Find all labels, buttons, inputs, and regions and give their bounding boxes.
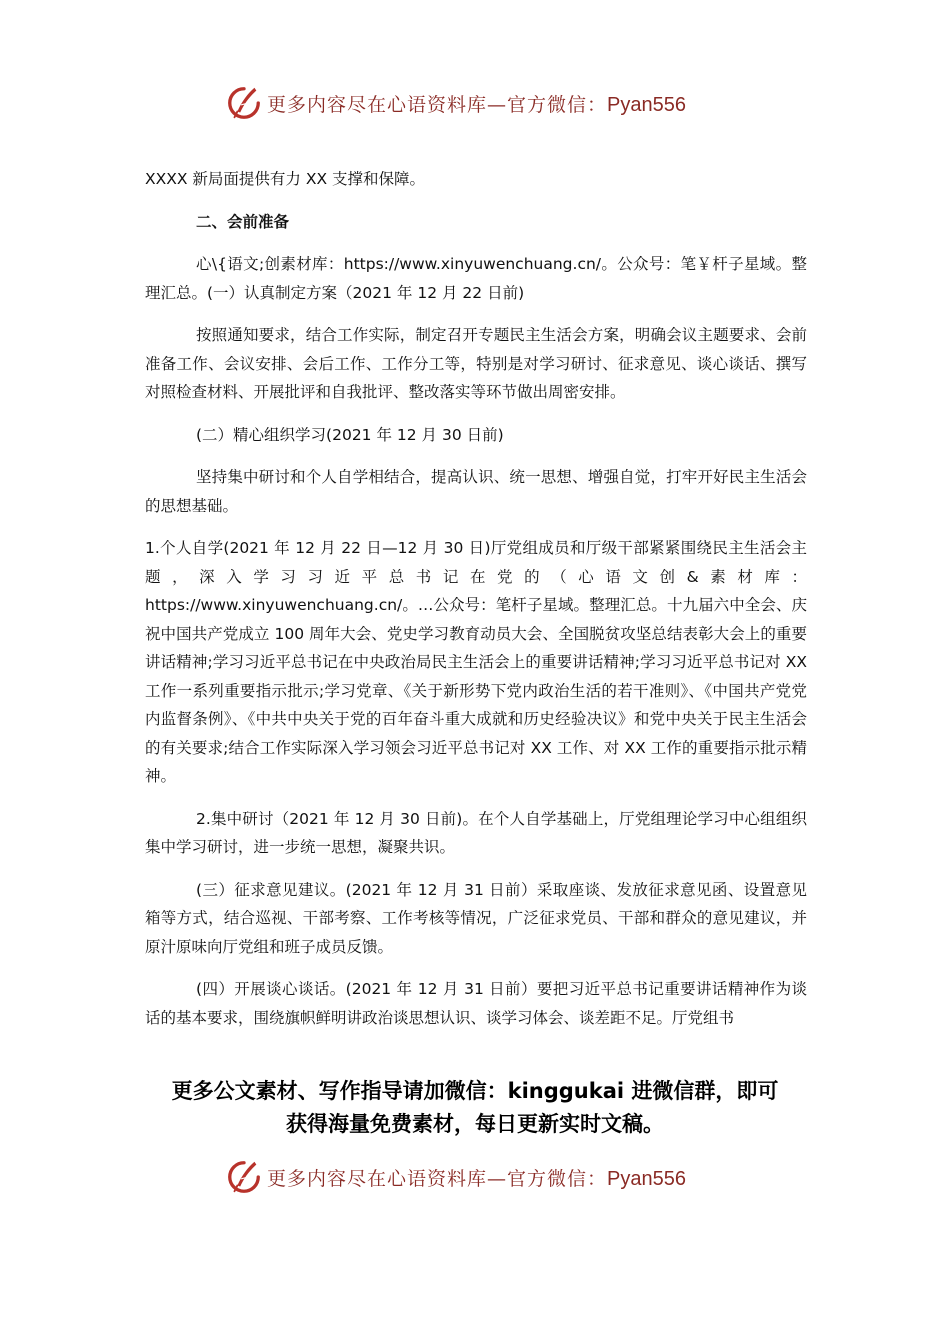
paragraph: (四）开展谈心谈话。(2021 年 12 月 31 日前）要把习近平总书记重要讲话精神作为谈话的基本要求，围绕旗帜鲜明讲政治谈思想认识、谈学习体会、谈差距不足。厅党组书: [145, 980, 807, 1027]
subheading: (二）精心组织学习(2021 年 12 月 30 日前): [196, 425, 504, 444]
banner-text: 更多内容尽在心语资料库—官方微信：Pyan556: [267, 1167, 686, 1190]
paragraph: (三）征求意见建议。(2021 年 12 月 31 日前）采取座谈、发放征求意见函、设置意见箱等方式，结合巡视、干部考察、工作考核等情况，广泛征求党员、干部和群众的意见建议，并原汁原味向厅党组和班子成员反馈。: [145, 880, 807, 956]
wechat-id: Pyan556: [607, 1167, 686, 1190]
section-heading: 二、会前准备: [196, 212, 290, 231]
quill-logo-icon: [225, 84, 263, 122]
banner-text: 更多内容尽在心语资料库—官方微信：Pyan556: [267, 93, 686, 116]
wechat-id: Pyan556: [607, 93, 686, 116]
paragraph: 心\{语文;创素材库：https://www.xinyuwenchuang.cn/。公众号：笔￥杆子星域。整理汇总。(一）认真制定方案（2021 年 12 月 22 日前): [145, 255, 807, 302]
paragraph: 坚持集中研讨和个人自学相结合，提高认识、统一思想、增强自觉，打牢开好民主生活会的思想基础。: [145, 468, 807, 515]
paragraph: XXXX 新局面提供有力 XX 支撑和保障。: [145, 170, 425, 188]
document-body: [145, 165, 807, 1032]
promo-notice: [140, 1075, 810, 1141]
header-banner: [225, 83, 725, 123]
paragraph: 1.个人自学(2021 年 12 月 22 日—12 月 30 日)厅党组成员和厅级干部紧紧围绕民主生活会主题，深入学习习近平总书记在党的（心语文创&素材库：https://www.xinyuwenchuang.cn/。…公众号：笔杆子星域。整理汇总。十九届六中全会、庆祝中国共产党成立 100 周年大会、党史学习教育动员大会、全国脱贫攻坚总结表彰大会上的重要讲话精神;学习习近平总书记在中央政治局民主生活会上的重要讲话精神;学习习近平总书记对 XX 工作一系列重要指示批示;学习党章、《关于新形势下党内政治生活的若干准则》、《中国共产党党内监督条例》、《中共中央关于党的百年奋斗重大成就和历史经验决议》和党中央关于民主生活会的有关要求;结合工作实际深入学习领会习近平总书记对 XX 工作、对 XX 工作的重要指示批示精神。: [145, 539, 807, 785]
footer-banner: [225, 1157, 725, 1197]
promo-line: 更多公文素材、写作指导请加微信：kinggukai 进微信群，即可: [171, 1079, 779, 1103]
quill-logo-icon: [225, 1158, 263, 1196]
paragraph: 2.集中研讨（2021 年 12 月 30 日前)。在个人自学基础上，厅党组理论学习中心组组织集中学习研讨，进一步统一思想，凝聚共识。: [145, 809, 807, 856]
promo-line: 获得海量免费素材，每日更新实时文稿。: [286, 1112, 664, 1136]
paragraph: 按照通知要求，结合工作实际，制定召开专题民主生活会方案，明确会议主题要求、会前准备工作、会议安排、会后工作、工作分工等，特别是对学习研讨、征求意见、谈心谈话、撰写对照检查材料、开展批评和自我批评、整改落实等环节做出周密安排。: [145, 326, 807, 401]
